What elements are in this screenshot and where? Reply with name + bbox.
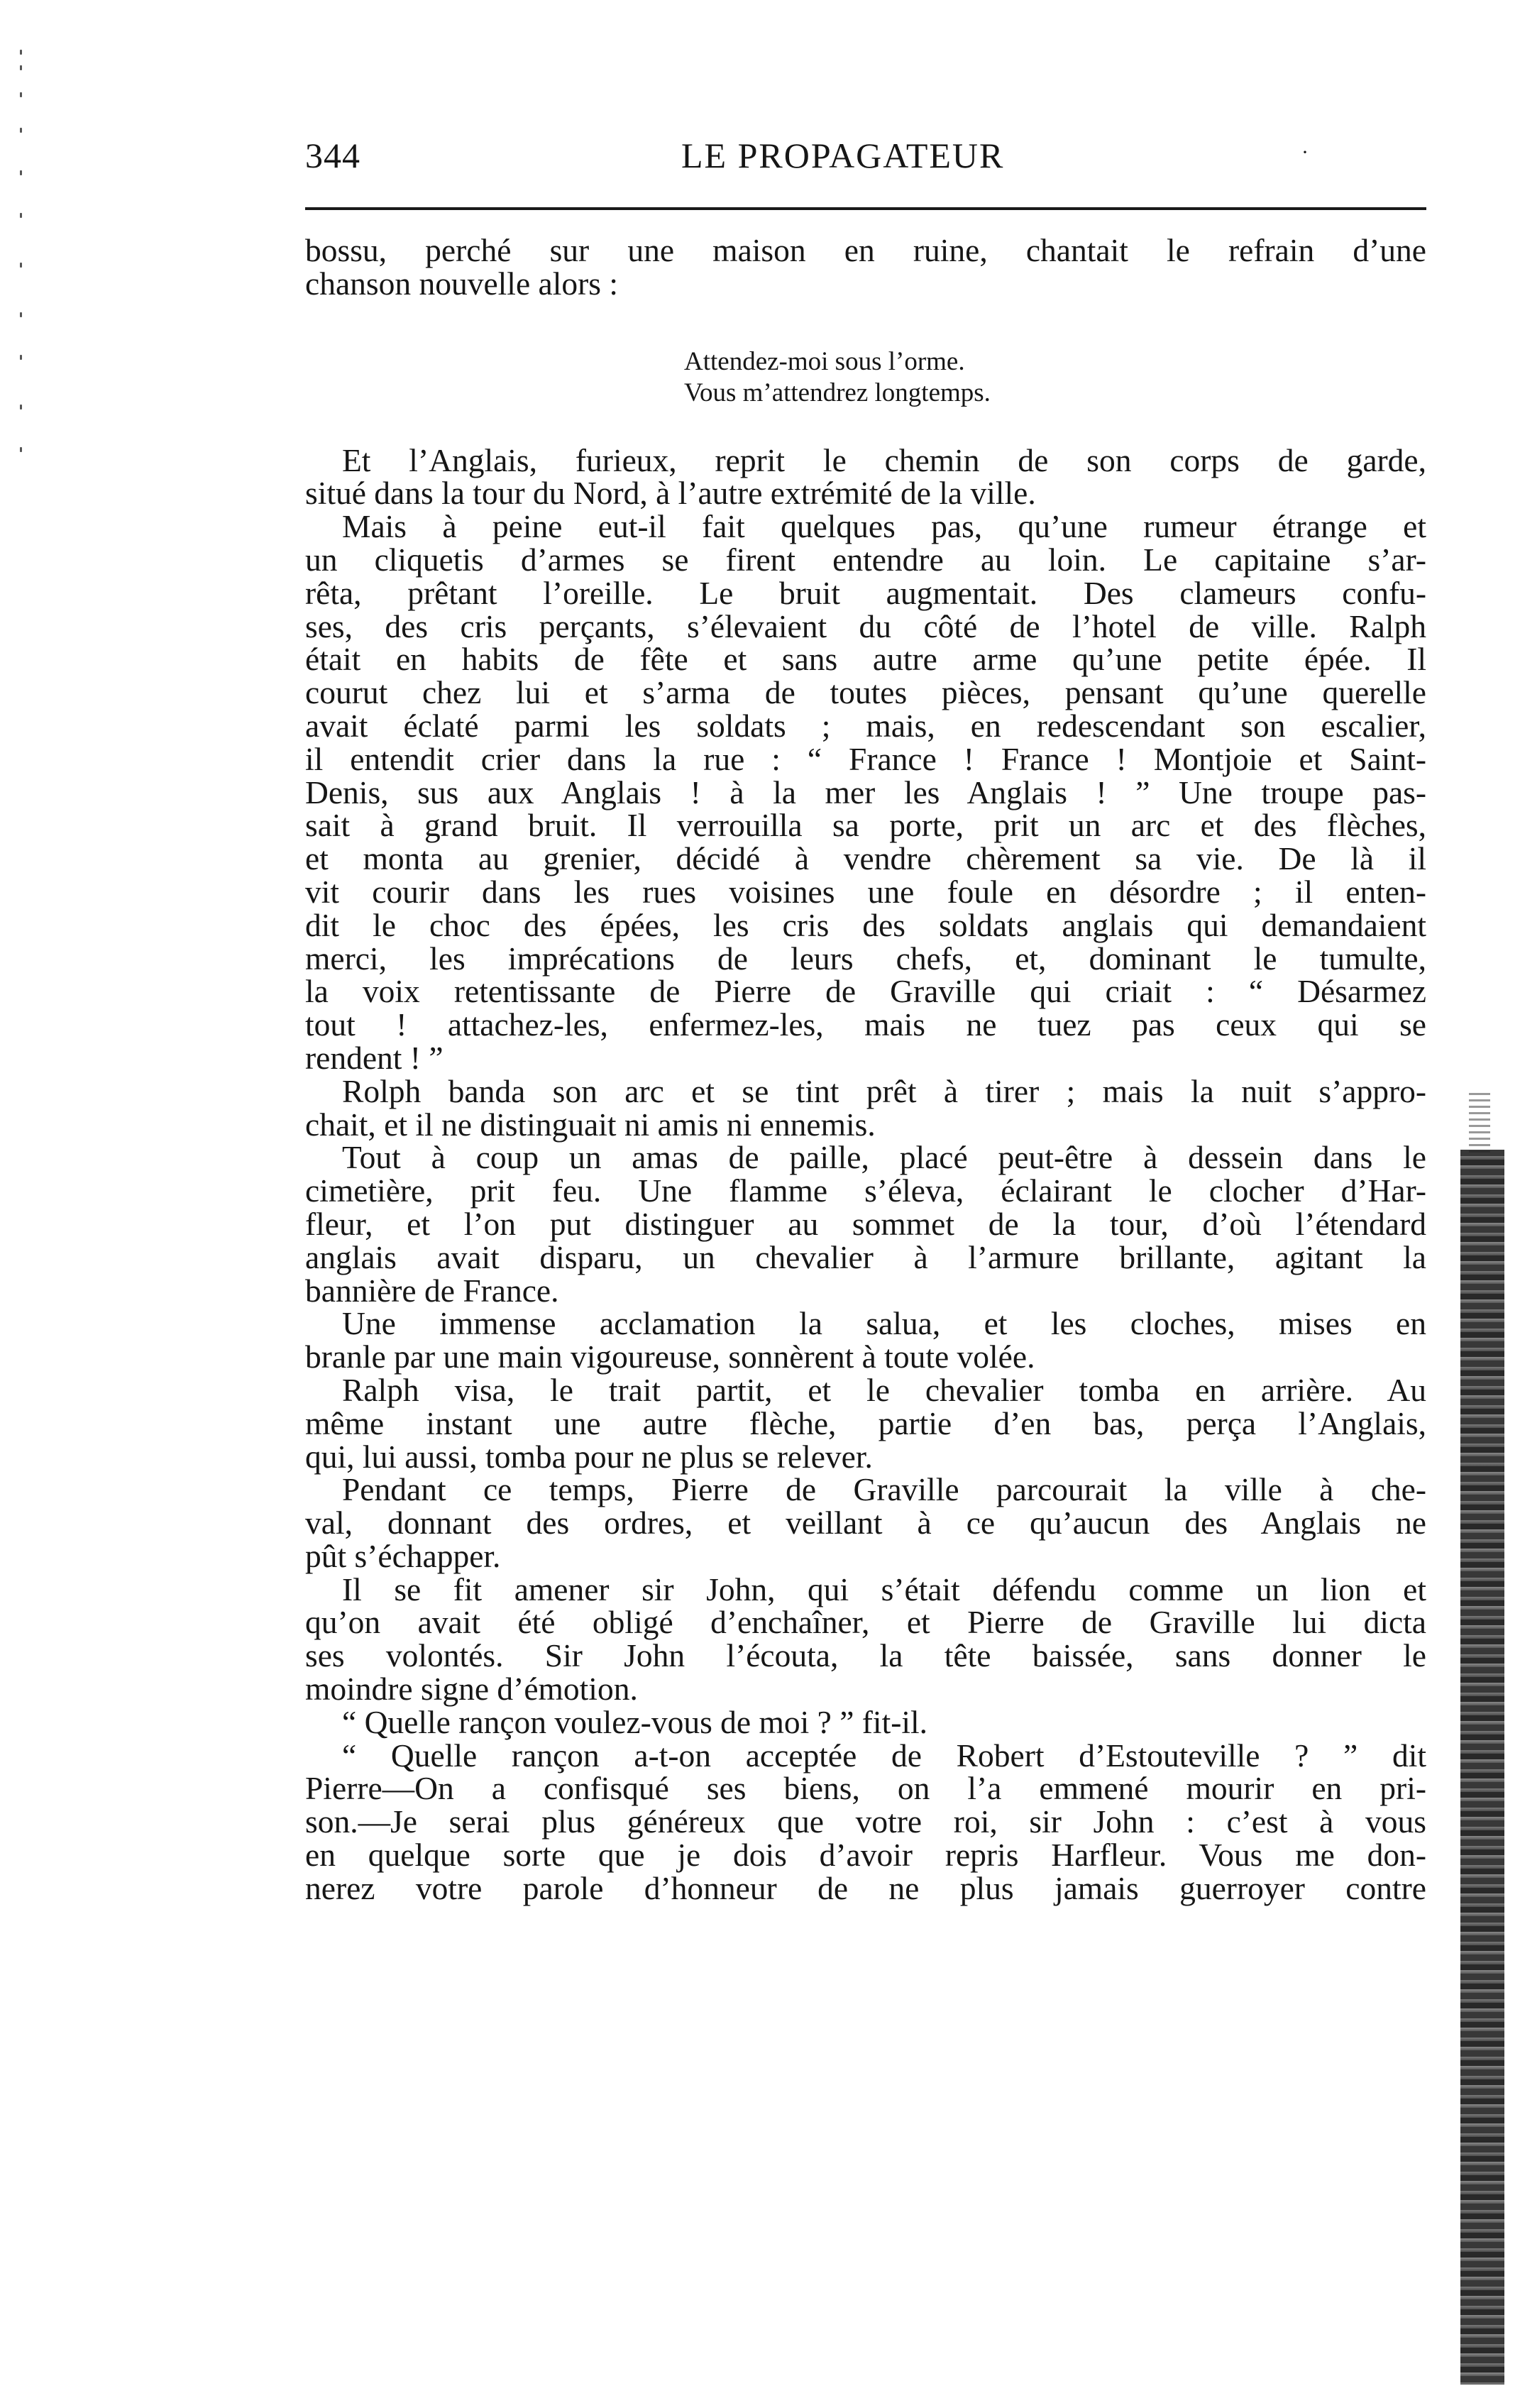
text-line: anglais avait disparu, un chevalier à l’armure brillante, agitant la — [305, 1238, 1426, 1275]
paragraph-first-line: Rolph banda son arc et se tint prêt à tirer ; mais la nuit s’appro- — [342, 1072, 1426, 1109]
text-line: vit courir dans les rues voisines une foule en désordre ; il enten- — [305, 873, 1426, 910]
page-number: 344 — [305, 136, 360, 175]
paragraph-first-line: Mais à peine eut-il fait quelques pas, qu’une rumeur étrange et — [342, 508, 1426, 545]
header-rule — [305, 207, 1426, 210]
text-line: la voix retentissante de Pierre de Graville qui criait : “ Désarmez — [305, 973, 1426, 1010]
paragraph-first-line: Tout à coup un amas de paille, placé peut-être à dessein dans le — [342, 1139, 1426, 1176]
text-line: bannière de France. — [305, 1272, 559, 1309]
binding-shadow-faint — [1469, 1093, 1490, 1157]
paragraph-first-line: Il se fit amener sir John, qui s’était défendu comme un lion et — [342, 1571, 1426, 1607]
text-line: il entendit crier dans la rue : “ France ! France ! Montjoie et Saint- — [305, 740, 1426, 777]
paragraph-first-line: Et l’Anglais, furieux, reprit le chemin de son corps de garde, — [342, 441, 1426, 478]
page-header — [284, 128, 1476, 185]
text-line: bossu, perché sur une maison en ruine, chantait le refrain d’une — [305, 232, 1426, 268]
text-line: sait à grand bruit. Il verrouilla sa porte, prit un arc et des flèches, — [305, 807, 1426, 844]
paragraph-first-line: “ Quelle rançon a-t-on acceptée de Robert d’Estouteville ? ” dit — [342, 1737, 1426, 1774]
text-line: moindre signe d’émotion. — [305, 1671, 638, 1708]
text-line: même instant une autre flèche, partie d’en bas, perça l’Anglais, — [305, 1404, 1426, 1441]
paragraph-first-line: Pendant ce temps, Pierre de Graville parcourait la ville à che- — [342, 1471, 1426, 1508]
text-line: tout ! attachez-les, enfermez-les, mais ne tuez pas ceux qui se — [305, 1006, 1426, 1043]
text-line: nerez votre parole d’honneur de ne plus jamais guerroyer contre — [305, 1869, 1426, 1906]
text-line: en quelque sorte que je dois d’avoir repris Harfleur. Vous me don- — [305, 1837, 1426, 1874]
text-line: val, donnant des ordres, et veillant à ce qu’aucun des Anglais ne — [305, 1505, 1426, 1541]
text-line: fleur, et l’on put distinguer au sommet de la tour, d’où l’étendard — [305, 1205, 1426, 1242]
text-line: était en habits de fête et sans autre arme qu’une petite épée. Il — [305, 641, 1426, 678]
verse-line: Attendez-moi sous l’orme. — [684, 346, 965, 376]
body-text — [305, 234, 1426, 1906]
text-line: qu’on avait été obligé d’enchaîner, et Pierre de Graville lui dicta — [305, 1604, 1426, 1641]
text-line: chait, et il ne distinguait ni amis ni ennemis. — [305, 1106, 876, 1143]
verse-line: Vous m’attendrez longtemps. — [684, 378, 991, 407]
text-line: Denis, sus aux Anglais ! à la mer les Anglais ! ” Une troupe pas- — [305, 774, 1426, 810]
text-line: et monta au grenier, décidé à vendre chèrement sa vie. De là il — [305, 840, 1426, 877]
text-line: ses volontés. Sir John l’écouta, la tête baissée, sans donner le — [305, 1637, 1426, 1674]
text-line: rêta, prêtant l’oreille. Le bruit augmentait. Des clameurs confu- — [305, 574, 1426, 611]
running-title: LE PROPAGATEUR — [681, 136, 1005, 175]
text-line: qui, lui aussi, tomba pour ne plus se relever. — [305, 1438, 873, 1475]
text-line: son.—Je serai plus généreux que votre roi, sir John : c’est à vous — [305, 1803, 1426, 1840]
text-line: dit le choc des épées, les cris des soldats anglais qui demandaient — [305, 906, 1426, 943]
text-line: ses, des cris perçants, s’élevaient du côté de l’hotel de ville. Ralph — [305, 608, 1426, 644]
text-line: branle par une main vigoureuse, sonnèrent à toute volée. — [305, 1338, 1035, 1375]
text-line: merci, les imprécations de leurs chefs, et, dominant le tumulte, — [305, 940, 1426, 977]
margin-speckles — [14, 50, 28, 475]
text-line: un cliquetis d’armes se firent entendre au loin. Le capitaine s’ar- — [305, 541, 1426, 578]
header-mark: · — [1301, 141, 1309, 164]
paragraphs — [305, 441, 1426, 1906]
text-line: avait éclaté parmi les soldats ; mais, en redescendant son escalier, — [305, 707, 1426, 744]
text-line: courut chez lui et s’arma de toutes pièces, pensant qu’une querelle — [305, 674, 1426, 711]
text-line: situé dans la tour du Nord, à l’autre extrémité de la ville. — [305, 475, 1036, 512]
paragraph-first-line: Ralph visa, le trait partit, et le chevalier tomba en arrière. Au — [342, 1371, 1426, 1408]
text-line: cimetière, prit feu. Une flamme s’éleva, éclairant le clocher d’Har- — [305, 1172, 1426, 1209]
text-line: Pierre—On a confisqué ses biens, on l’a emmené mourir en pri- — [305, 1770, 1426, 1807]
binding-shadow — [1460, 1150, 1504, 2385]
text-line: chanson nouvelle alors : — [305, 265, 618, 302]
text-line: rendent ! ” — [305, 1039, 444, 1076]
paragraph-first-line: Une immense acclamation la salua, et les cloches, mises en — [342, 1305, 1426, 1342]
text-line: pût s’échapper. — [305, 1537, 501, 1574]
paragraph-first-line: “ Quelle rançon voulez-vous de moi ? ” fit-il. — [342, 1703, 928, 1740]
